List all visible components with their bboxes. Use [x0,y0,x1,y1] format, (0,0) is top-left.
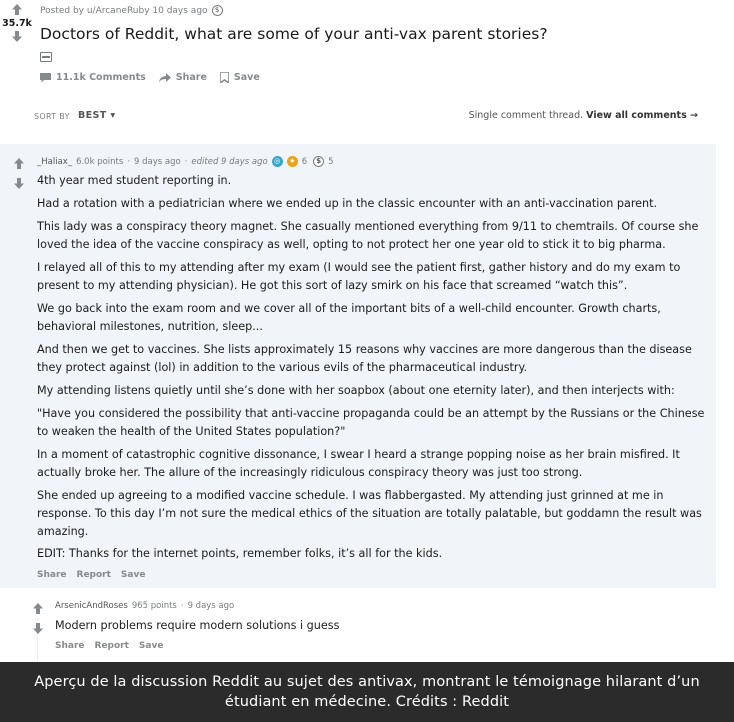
comments-label: 11.1k Comments [56,72,146,83]
post-title[interactable]: Doctors of Reddit, what are some of your anti-vax parent stories? [40,25,548,43]
post-actions [40,72,260,83]
bookmark-icon [220,72,229,83]
comment-paragraph: I relayed all of this to my attending after my exam (I would see the patient first, gather history and do my exam to present to my attending physician). He got this sort of lazy smirk on his face that screamed “watch this”. [37,261,681,292]
comment-edited: edited 9 days ago [191,156,268,167]
comment-paragraph: And then we get to vaccines. She lists approximately 15 reasons why vaccines are more dangerous than the disease they protect against (lol) in addition to the various evils of the pharmaceutical industry. [37,343,692,374]
reply-report-button[interactable]: Report [94,641,129,651]
award-icon: ◎ [272,156,283,167]
comment-share-button[interactable]: Share [37,570,67,580]
downvote-icon[interactable] [0,31,34,43]
upvote-icon[interactable] [0,4,34,16]
reply-upvote-icon[interactable] [30,603,46,614]
single-thread-notice [469,110,698,121]
share-button[interactable] [159,72,207,83]
meta-separator: · [127,156,131,167]
award-icon: ★ [287,156,298,167]
view-all-comments-link[interactable]: View all comments → [586,110,698,121]
reply-meta [55,601,234,611]
comment-paragraph: 4th year med student reporting in. [37,174,232,187]
comment-upvote-icon[interactable] [11,158,27,169]
posted-by-text: Posted by u/ArcaneRuby 10 days ago [40,5,208,16]
image-caption [0,662,734,722]
comment-paragraph: In a moment of catastrophic cognitive dissonance, I swear I heard a strange popping noise as her brain misfired. It actually broke her. The allure of the increasingly ridiculous conspiracy theory was just too strong. [37,448,680,479]
comment-bubble-icon [40,73,51,83]
save-button[interactable] [220,72,260,83]
comment-paragraph: She ended up agreeing to a modified vaccine schedule. I was flabbergasted. My attending just grinned at me in response. To this day I’m not sure the medical ethics of the situation are totally palatable, but goddamn the result was amazing. [37,489,702,538]
meta-separator: · [180,601,184,611]
comment-paragraph: Had a rotation with a pediatrician where we ended up in the classic encounter with an anti-vaccination parent. [37,197,658,210]
sort-bar [34,110,698,124]
reply-vote-column [30,603,46,634]
share-arrow-icon [159,73,171,83]
share-label: Share [175,72,207,83]
reply-author[interactable]: ArsenicAndRoses [55,601,128,611]
comment-paragraph: We go back into the exam room and we cover all of the important bits of a well-child encounter. Growth charts, behavioral milestones, nutrition, sleep... [37,302,661,333]
post-header [0,0,734,100]
save-label: Save [233,72,260,83]
post-score: 35.7k [2,18,32,29]
comment-vote-column [11,158,27,198]
reply-share-button[interactable]: Share [55,641,85,651]
meta-separator: · [184,156,188,167]
reply-actions [55,641,163,651]
comment-downvote-icon[interactable] [11,178,27,189]
comment-save-button[interactable]: Save [120,570,146,580]
single-thread-text: Single comment thread. [468,110,584,121]
text-post-icon [40,52,52,62]
comment-meta [37,156,336,167]
reply-save-button[interactable]: Save [138,641,164,651]
comment-paragraph: "Have you considered the possibility that anti-vaccine propaganda could be an attempt by the Russians or the Chinese to weaken the health of the United States population?" [37,407,705,438]
award-count: 5 [328,156,334,167]
caption-line: étudiant en médecine. Crédits : Reddit [224,694,510,710]
reply-points: 965 points [131,601,177,611]
sort-by-label: SORT BY [34,112,70,121]
comment-time: 9 days ago [134,156,181,167]
post-vote-column [0,4,34,43]
award-icon: $ [313,156,324,167]
reply-time: 9 days ago [187,601,235,611]
reply-downvote-icon[interactable] [30,623,46,634]
comment-actions [37,570,145,580]
comment-report-button[interactable]: Report [76,570,111,580]
award-icon: $ [212,5,223,16]
caption-line: Aperçu de la discussion Reddit au sujet des antivax, montrant le témoignage hilarant d’un [34,674,700,690]
comment-paragraph: My attending listens quietly until she’s done with her soapbox (about one eternity later), and then interjects with: [37,384,675,397]
comment-author[interactable]: _Haliax_ [37,156,73,167]
comments-button[interactable] [40,72,146,83]
posted-by [40,5,223,16]
comment-points: 6.0k points [76,156,124,167]
comment-paragraph: This lady was a conspiracy theory magnet. She casually mentioned everything from 9/11 to chemtrails. Of course she loved the idea of the vaccine conspiracy as well, opting to not protect her one year old to stick it to big pharma. [37,220,699,251]
sort-dropdown[interactable]: BEST ▾ [78,110,116,121]
comment-paragraph: EDIT: Thanks for the internet points, remember folks, it’s all for the kids. [37,547,443,560]
reply-text: Modern problems require modern solutions i guess [55,619,340,632]
award-count: 6 [301,156,308,167]
